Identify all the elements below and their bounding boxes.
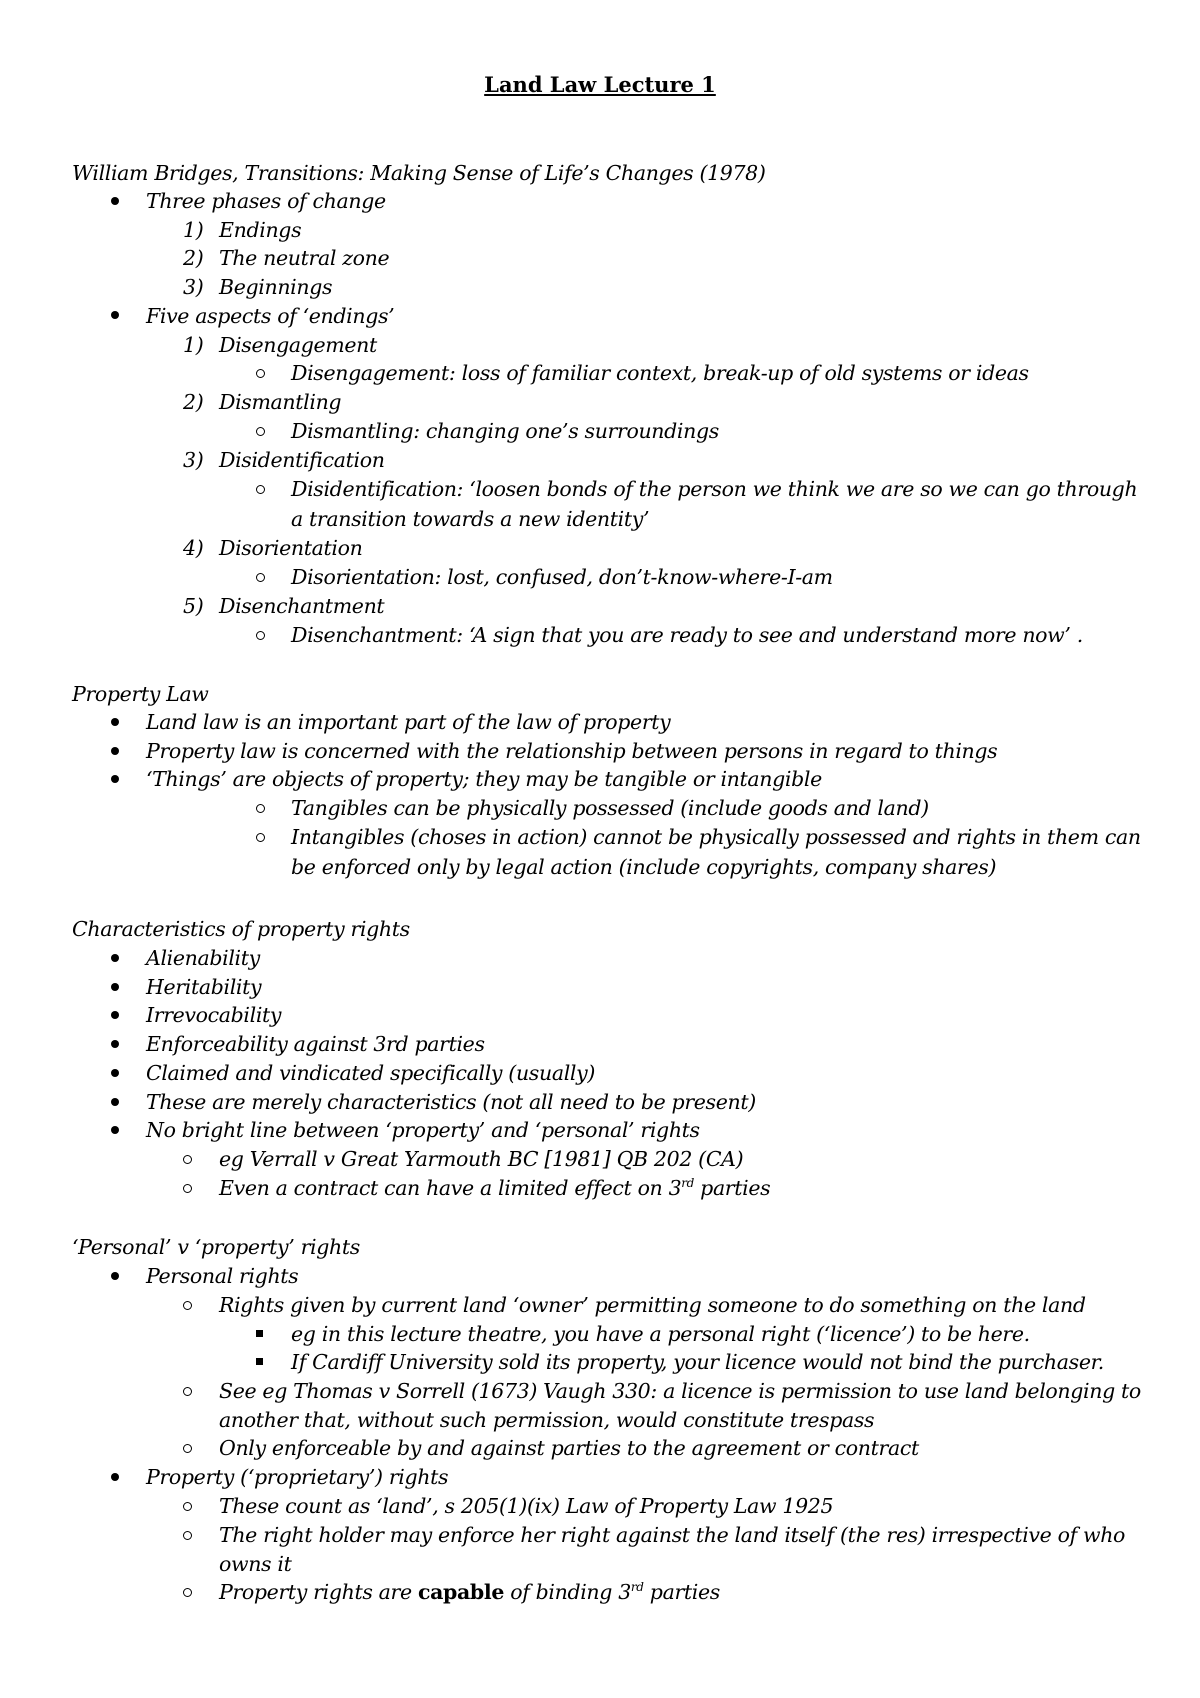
aspect-item: Disorientation bbox=[219, 536, 363, 560]
sub-item-mid: of binding 3 bbox=[504, 1580, 631, 1604]
circle-bullet bbox=[256, 485, 265, 494]
circle-bullet bbox=[183, 1301, 192, 1310]
aspect-number: 1) bbox=[183, 333, 204, 357]
square-bullet bbox=[256, 1330, 263, 1337]
sub-item-tail: parties bbox=[643, 1580, 720, 1604]
sub-item-text: Even a contract can have a limited effect on 3 bbox=[219, 1176, 682, 1200]
list-item: ‘Things’ are objects of property; they may be tangible or intangible bbox=[146, 767, 822, 791]
phase-item: Beginnings bbox=[219, 275, 333, 299]
sub-item-cont: owns it bbox=[219, 1552, 292, 1576]
circle-bullet bbox=[183, 1184, 192, 1193]
aspect-number: 4) bbox=[183, 536, 204, 560]
personal-rights-label: Personal rights bbox=[146, 1264, 299, 1288]
sub-item: Intangibles (choses in action) cannot be physically possessed and rights in them can bbox=[291, 825, 1141, 849]
sub-sub-item: eg in this lecture theatre, you have a personal right (‘licence’) to be here. bbox=[291, 1322, 1030, 1346]
bullet-dot bbox=[111, 1098, 119, 1106]
bullet-dot bbox=[111, 1011, 119, 1019]
personal-vs-property-heading: ‘Personal’ v ‘property’ rights bbox=[72, 1235, 360, 1259]
bullet-dot bbox=[111, 983, 119, 991]
aspect-item: Dismantling bbox=[219, 390, 342, 414]
bullet-dot bbox=[111, 1126, 119, 1134]
aspect-number: 5) bbox=[183, 594, 204, 618]
list-item: Enforceability against 3rd parties bbox=[146, 1032, 485, 1056]
sub-item: These count as ‘land’, s 205(1)(ix) Law of Property Law 1925 bbox=[219, 1494, 834, 1518]
bridges-heading: William Bridges, Transitions: Making Sense of Life’s Changes (1978) bbox=[72, 161, 766, 185]
list-item: Land law is an important part of the law of property bbox=[146, 710, 671, 734]
aspect-description: Disengagement: loss of familiar context, break-up of old systems or ideas bbox=[291, 361, 1029, 385]
bullet-dot bbox=[111, 1069, 119, 1077]
list-item: Property law is concerned with the relationship between persons in regard to things bbox=[146, 739, 998, 763]
bold-word: capable bbox=[417, 1580, 505, 1604]
bullet-dot bbox=[111, 1473, 119, 1481]
page-title: Land Law Lecture 1 bbox=[484, 72, 716, 97]
bullet-dot bbox=[111, 311, 119, 319]
aspect-description: Disenchantment: ‘A sign that you are ready to see and understand more now’ . bbox=[291, 623, 1083, 647]
sub-item-cont: another that, without such permission, would constitute trespass bbox=[219, 1408, 875, 1432]
aspect-item: Disengagement bbox=[219, 333, 377, 357]
sub-item-tail: parties bbox=[694, 1176, 771, 1200]
square-bullet bbox=[256, 1358, 263, 1365]
property-law-heading: Property Law bbox=[72, 682, 209, 706]
circle-bullet bbox=[256, 427, 265, 436]
circle-bullet bbox=[183, 1531, 192, 1540]
aspect-item: Disenchantment bbox=[219, 594, 385, 618]
characteristics-heading: Characteristics of property rights bbox=[72, 917, 410, 941]
aspect-description-cont: a transition towards a new identity’ bbox=[291, 507, 650, 531]
circle-bullet bbox=[256, 369, 265, 378]
phases-label: Three phases of change bbox=[146, 189, 386, 213]
bullet-dot bbox=[111, 1272, 119, 1280]
sub-item: Tangibles can be physically possessed (include goods and land) bbox=[291, 796, 929, 820]
circle-bullet bbox=[183, 1387, 192, 1396]
circle-bullet bbox=[183, 1588, 192, 1597]
aspect-description: Dismantling: changing one’s surroundings bbox=[291, 419, 719, 443]
sub-item bbox=[219, 1578, 720, 1606]
circle-bullet bbox=[183, 1444, 192, 1453]
aspect-description: Disidentification: ‘loosen bonds of the person we think we are so we can go through bbox=[291, 477, 1138, 501]
phase-item: Endings bbox=[219, 218, 302, 242]
sub-item-cont: be enforced only by legal action (include copyrights, company shares) bbox=[291, 855, 997, 879]
aspect-number: 2) bbox=[183, 390, 204, 414]
superscript: rd bbox=[630, 1580, 644, 1595]
bullet-dot bbox=[111, 954, 119, 962]
superscript: rd bbox=[681, 1176, 694, 1191]
sub-item-text: Property rights are bbox=[219, 1580, 418, 1604]
aspect-item: Disidentification bbox=[219, 448, 385, 472]
aspect-description: Disorientation: lost, confused, don’t-know-where-I-am bbox=[291, 565, 833, 589]
sub-item: Only enforceable by and against parties to the agreement or contract bbox=[219, 1436, 919, 1460]
bullet-dot bbox=[111, 747, 119, 755]
sub-item: See eg Thomas v Sorrell (1673) Vaugh 330: a licence is permission to use land belonging to bbox=[219, 1379, 1141, 1403]
phase-item: The neutral zone bbox=[219, 246, 390, 270]
sub-item: The right holder may enforce her right against the land itself (the res) irrespective of who bbox=[219, 1523, 1126, 1547]
list-item: Claimed and vindicated specifically (usually) bbox=[146, 1061, 595, 1085]
phase-number: 1) bbox=[183, 218, 204, 242]
sub-sub-item: If Cardiff University sold its property, your licence would not bind the purchaser. bbox=[291, 1350, 1104, 1374]
list-item: Irrevocability bbox=[146, 1003, 282, 1027]
bullet-dot bbox=[111, 1040, 119, 1048]
circle-bullet bbox=[183, 1502, 192, 1511]
list-item: These are merely characteristics (not all need to be present) bbox=[146, 1090, 756, 1114]
bullet-dot bbox=[111, 718, 119, 726]
aspects-label: Five aspects of ‘endings’ bbox=[146, 304, 395, 328]
property-rights-label: Property (‘proprietary’) rights bbox=[146, 1465, 449, 1489]
phase-number: 3) bbox=[183, 275, 204, 299]
sub-item bbox=[219, 1174, 770, 1202]
list-item: Alienability bbox=[146, 946, 260, 970]
sub-item: Rights given by current land ‘owner’ permitting someone to do something on the land bbox=[219, 1293, 1086, 1317]
sub-item: eg Verrall v Great Yarmouth BC [1981] QB 202 (CA) bbox=[219, 1147, 744, 1171]
circle-bullet bbox=[256, 573, 265, 582]
circle-bullet bbox=[256, 833, 265, 842]
circle-bullet bbox=[256, 631, 265, 640]
aspect-number: 3) bbox=[183, 448, 204, 472]
circle-bullet bbox=[256, 804, 265, 813]
bullet-dot bbox=[111, 775, 119, 783]
circle-bullet bbox=[183, 1155, 192, 1164]
phase-number: 2) bbox=[183, 246, 204, 270]
list-item: Heritability bbox=[146, 975, 262, 999]
bullet-dot bbox=[111, 197, 119, 205]
list-item: No bright line between ‘property’ and ‘personal’ rights bbox=[146, 1118, 700, 1142]
